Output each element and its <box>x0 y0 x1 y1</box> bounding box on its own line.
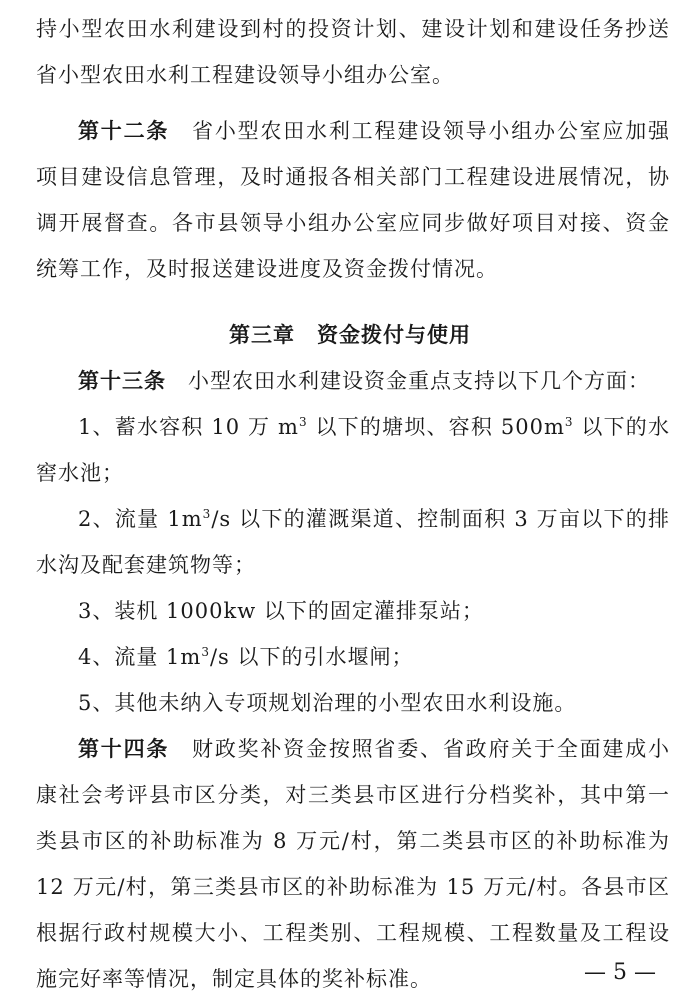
article-label: 第十二条 <box>78 119 170 143</box>
article-text: 省小型农田水利工程建设领导小组办公室应加强项目建设信息管理，及时通报各相关部门工程建设进展情况，协调开展督查。各市县领导小组办公室应同步做好项目对接、资金统筹工作，及时报送建设进度及资金拨付情况。 <box>36 119 671 281</box>
item-text: 以下的水窖水池； <box>36 415 670 485</box>
item-text: 4、流量 1m <box>78 645 202 669</box>
item-text: 1、蓄水容积 10 万 m <box>78 415 299 439</box>
item-text: /s 以下的引水堰闸； <box>209 645 414 669</box>
article-12 <box>36 108 670 292</box>
page-number: — 5 — <box>584 960 656 985</box>
article-14 <box>36 726 670 1002</box>
superscript: 3 <box>564 415 574 429</box>
superscript: 3 <box>202 507 212 521</box>
superscript: 3 <box>298 415 308 429</box>
list-item-2 <box>36 496 670 588</box>
paragraph-continued <box>36 6 670 98</box>
article-text: 小型农田水利建设资金重点支持以下几个方面： <box>188 369 650 393</box>
item-text: /s 以下的灌溉渠道、控制面积 3 万亩以下的排水沟及配套建筑物等； <box>36 507 670 577</box>
superscript: 3 <box>201 645 210 659</box>
list-item-5: 5、其他未纳入专项规划治理的小型农田水利设施。 <box>78 691 577 715</box>
list-item-1 <box>36 404 670 496</box>
item-text: 2、流量 1m <box>78 507 203 531</box>
article-label: 第十三条 <box>78 369 166 393</box>
article-13 <box>36 358 670 404</box>
chapter-title: 第三章 资金拨付与使用 <box>229 323 471 347</box>
item-text: 以下的塘坝、容积 500m <box>307 415 565 439</box>
article-label: 第十四条 <box>78 737 170 761</box>
article-text: 财政奖补资金按照省委、省政府关于全面建成小康社会考评县市区分类，对三类县市区进行分档奖补，其中第一类县市区的补助标准为 8 万元/村，第二类县市区的补助标准为 12 万元/村，第三类县市区的补助标准为 15 万元/村。各县市区根据行政村规模大小、工程类别、工程规模、工程数量及工程设施完好率等情况，制定具体的奖补标准。 <box>36 737 671 991</box>
list-item-4 <box>36 634 670 680</box>
paragraph-text: 持小型农田水利建设到村的投资计划、建设计划和建设任务抄送省小型农田水利工程建设领导小组办公室。 <box>36 17 670 87</box>
list-item-3: 3、装机 1000kw 以下的固定灌排泵站； <box>78 599 484 623</box>
